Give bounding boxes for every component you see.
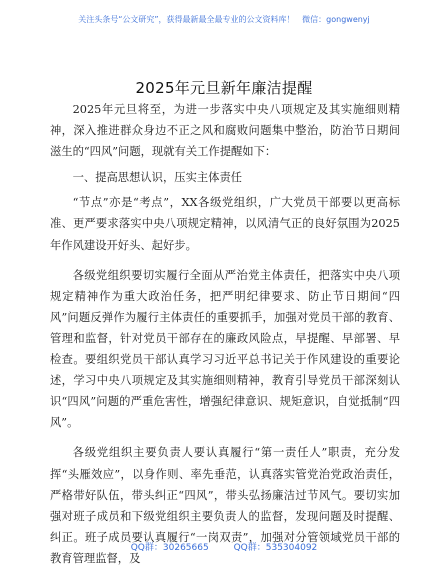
document-body [50, 99, 400, 569]
body-paragraph: 各级党组织要切实履行全面从严治党主体责任，把落实中央八项规定精神作为重大政治任务，把严明纪律要求、防止节日期间“四风”问题反弹作为履行主体责任的重要抓手，加强对党员干部的教育、管理和监督，针对党员干部存在的廉政风险点，早提醒、早部署、早检查。要组织党员干部认真学习习近平总书记关于作风建设的重要论述，学习中央八项规定及其实施细则精神，教育引导党员干部深刻认识“四风”问题的严重危害性，增强纪律意识、规矩意识，自觉抵制“四风”。 [50, 268, 400, 430]
wechat-label: 微信：gongwenyj [302, 15, 370, 24]
qq-group-1: QQ群：30265665 [130, 543, 209, 553]
qq-group-2: QQ群：535304092 [233, 543, 318, 553]
body-paragraph: “节点”亦是“考点”，XX各级党组织，广大党员干部要以更高标准、更严要求落实中央八项规定精神，以风清气正的良好氛围为2025年作风建设开好头、起好步。 [50, 196, 400, 252]
footer-contacts [0, 540, 448, 553]
intro-paragraph: 2025年元旦将至，为进一步落实中央八项规定及其实施细则精神，深入推进群众身边不正之风和腐败问题集中整治，防治节日期间滋生的“四风”问题，现就有关工作提醒如下： [50, 103, 400, 159]
section-heading: 一、提高思想认识，压实主体责任 [72, 170, 243, 184]
promo-header [0, 14, 448, 25]
document-title: 2025年元旦新年廉洁提醒 [135, 79, 313, 97]
promo-text: 关注头条号“公文研究”，获得最新最全最专业的公文资料库！ [78, 15, 295, 24]
body-paragraph: 各级党组织主要负责人要认真履行“第一责任人”职责，充分发挥“头雁效应”，以身作则、率先垂范，认真落实管党治党政治责任，严格带好队伍，带头纠正“四风”，带头弘扬廉洁过节风气。要切实加强对班子成员和下级党组织主要负责人的监督，发现问题及时提醒、纠正。班子成员要认真履行“一岗双责”，加强对分管领域党员干部的教育管理监督，及 [50, 446, 400, 565]
